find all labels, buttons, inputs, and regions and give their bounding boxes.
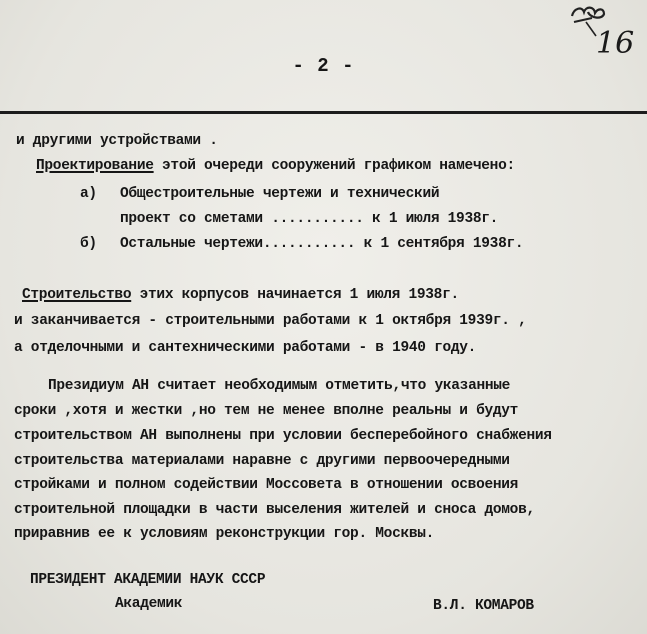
list-item-text: проект со сметами ........... к 1 июля 1938г. (120, 211, 499, 227)
list-item-text: Общестроительные чертежи и технический (120, 186, 440, 202)
list-marker: б) (80, 236, 97, 252)
signature-rank: Академик (115, 596, 183, 612)
page-number: - 2 - (292, 55, 355, 77)
text-line: строительством АН выполнены при условии бесперебойного снабжения (14, 428, 552, 444)
underlined-term: Строительство (22, 287, 132, 303)
text-line: приравнив ее к условиям реконструкции гор. Москвы. (14, 526, 435, 542)
text-line (36, 158, 515, 174)
text-line: а отделочными и сантехническими работами - в 1940 году. (14, 340, 477, 356)
text-line (22, 287, 459, 303)
text-line: стройками и полном содействии Моссовета в отношении освоения (14, 477, 519, 493)
signature-title: ПРЕЗИДЕНТ АКАДЕМИИ НАУК СССР (30, 572, 266, 588)
header-divider (0, 111, 647, 114)
text-line: и другими устройствами . (16, 133, 218, 149)
signature-name: В.Л. КОМАРОВ (433, 598, 534, 614)
text-line: сроки ,хотя и жестки ,но тем не менее вполне реальны и будут (14, 403, 519, 419)
text-line: и заканчивается - строительными работами к 1 октября 1939г. , (14, 313, 527, 329)
underlined-term: Проектирование (36, 158, 154, 174)
text-line: строительства материалами наравне с другими первоочередными (14, 453, 510, 469)
text-line: строительной площадки в части выселения жителей и сноса домов, (14, 502, 535, 518)
handwritten-number: 16 (596, 26, 635, 61)
text-fragment: этой очереди сооружений графиком намечено: (153, 158, 515, 174)
list-item-text: Остальные чертежи........... к 1 сентября 1938г. (120, 236, 524, 252)
text-fragment: этих корпусов начинается 1 июля 1938г. (131, 287, 459, 303)
list-marker: а) (80, 186, 97, 202)
text-line: Президиум АН считает необходимым отметить,что указанные (48, 378, 511, 394)
